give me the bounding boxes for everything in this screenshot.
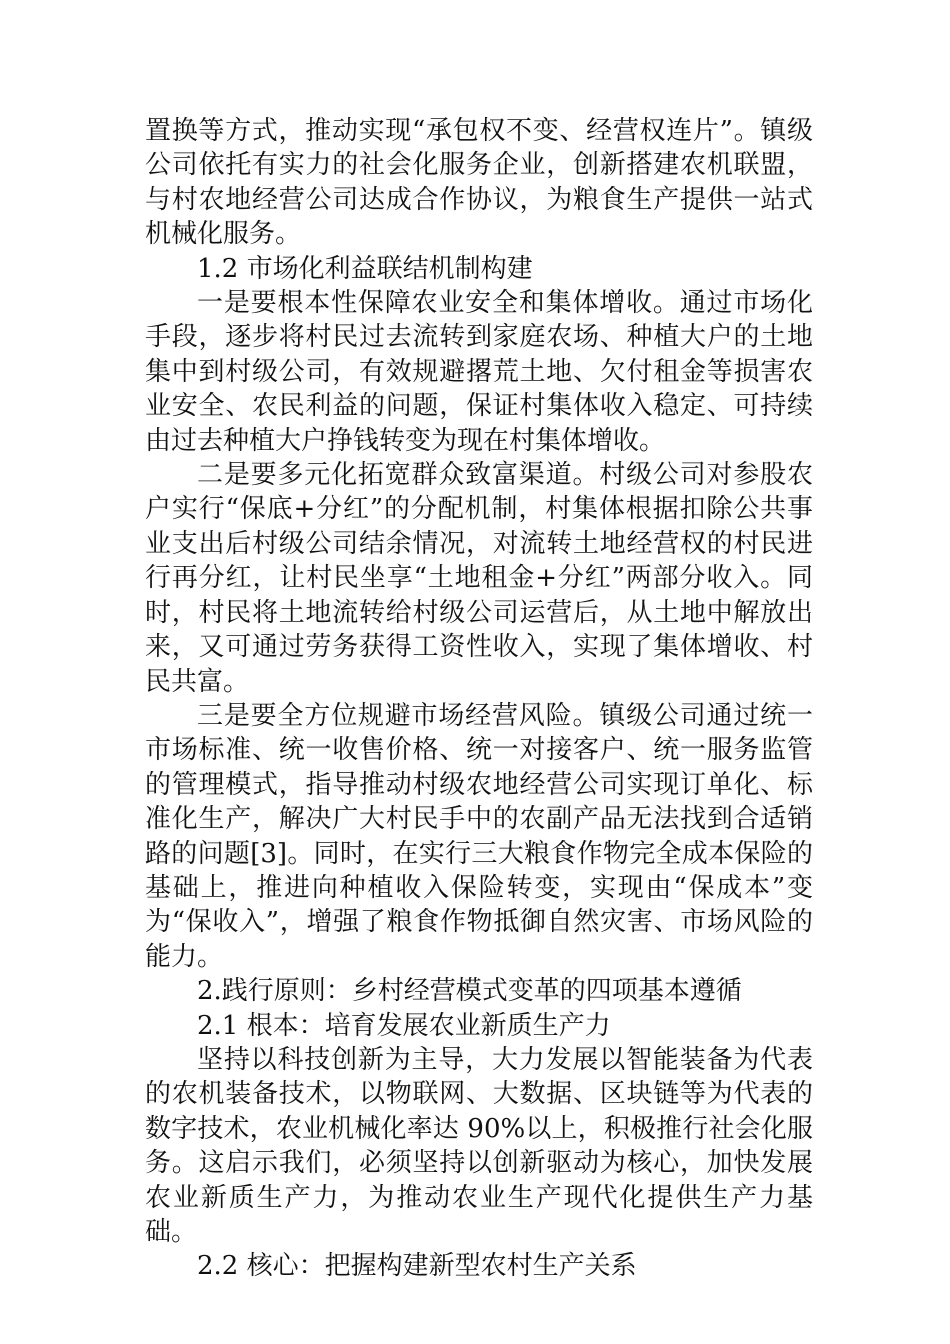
- paragraph-agricultural-security: 一是要根本性保障农业安全和集体增收。通过市场化手段，逐步将村民过去流转到家庭农场、种植大户的土地集中到村级公司，有效规避撂荒土地、欠付租金等损害农业安全、农民利益的问题，保证村集体收入稳定、可持续由过去种植大户挣钱转变为现在村集体增收。: [145, 288, 813, 456]
- paragraph-income-channels: 二是要多元化拓宽群众致富渠道。村级公司对参股农户实行“保底+分红”的分配机制，村集体根据扣除公共事业支出后村级公司结余情况，对流转土地经营权的村民进行再分红，让村民坐享“土地租金+分红”两部分收入。同时，村民将土地流转给村级公司运营后，从土地中解放出来，又可通过劳务获得工资性收入，实现了集体增收、村民共富。: [145, 460, 813, 697]
- paragraph-land-replacement: 置换等方式，推动实现“承包权不变、经营权连片”。镇级公司依托有实力的社会化服务企业，创新搭建农机联盟，与村农地经营公司达成合作协议，为粮食生产提供一站式机械化服务。: [145, 116, 813, 250]
- document-page: [145, 114, 813, 1284]
- section-heading-2: 2.践行原则：乡村经营模式变革的四项基本遵循: [197, 976, 742, 1007]
- section-heading-2-2: 2.2 核心：把握构建新型农村生产关系: [197, 1251, 637, 1282]
- section-heading-2-1: 2.1 根本：培育发展农业新质生产力: [197, 1010, 611, 1041]
- section-heading-1-2: 1.2 市场化利益联结机制构建: [197, 253, 533, 284]
- paragraph-productivity: 坚持以科技创新为主导，大力发展以智能装备为代表的农机装备技术，以物联网、大数据、区块链等为代表的数字技术，农业机械化率达 90%以上，积极推行社会化服务。这启示我们，必须坚持以创新驱动为核心，加快发展农业新质生产力，为推动农业生产现代化提供生产力基础。: [145, 1044, 813, 1247]
- paragraph-market-risk: 三是要全方位规避市场经营风险。镇级公司通过统一市场标准、统一收售价格、统一对接客户、统一服务监管的管理模式，指导推动村级农地经营公司实现订单化、标准化生产，解决广大村民手中的农副产品无法找到合适销路的问题[3]。同时，在实行三大粮食作物完全成本保险的基础上，推进向种植收入保险转变，实现由“保成本”变为“保收入”，增强了粮食作物抵御自然灾害、市场风险的能力。: [145, 700, 813, 972]
